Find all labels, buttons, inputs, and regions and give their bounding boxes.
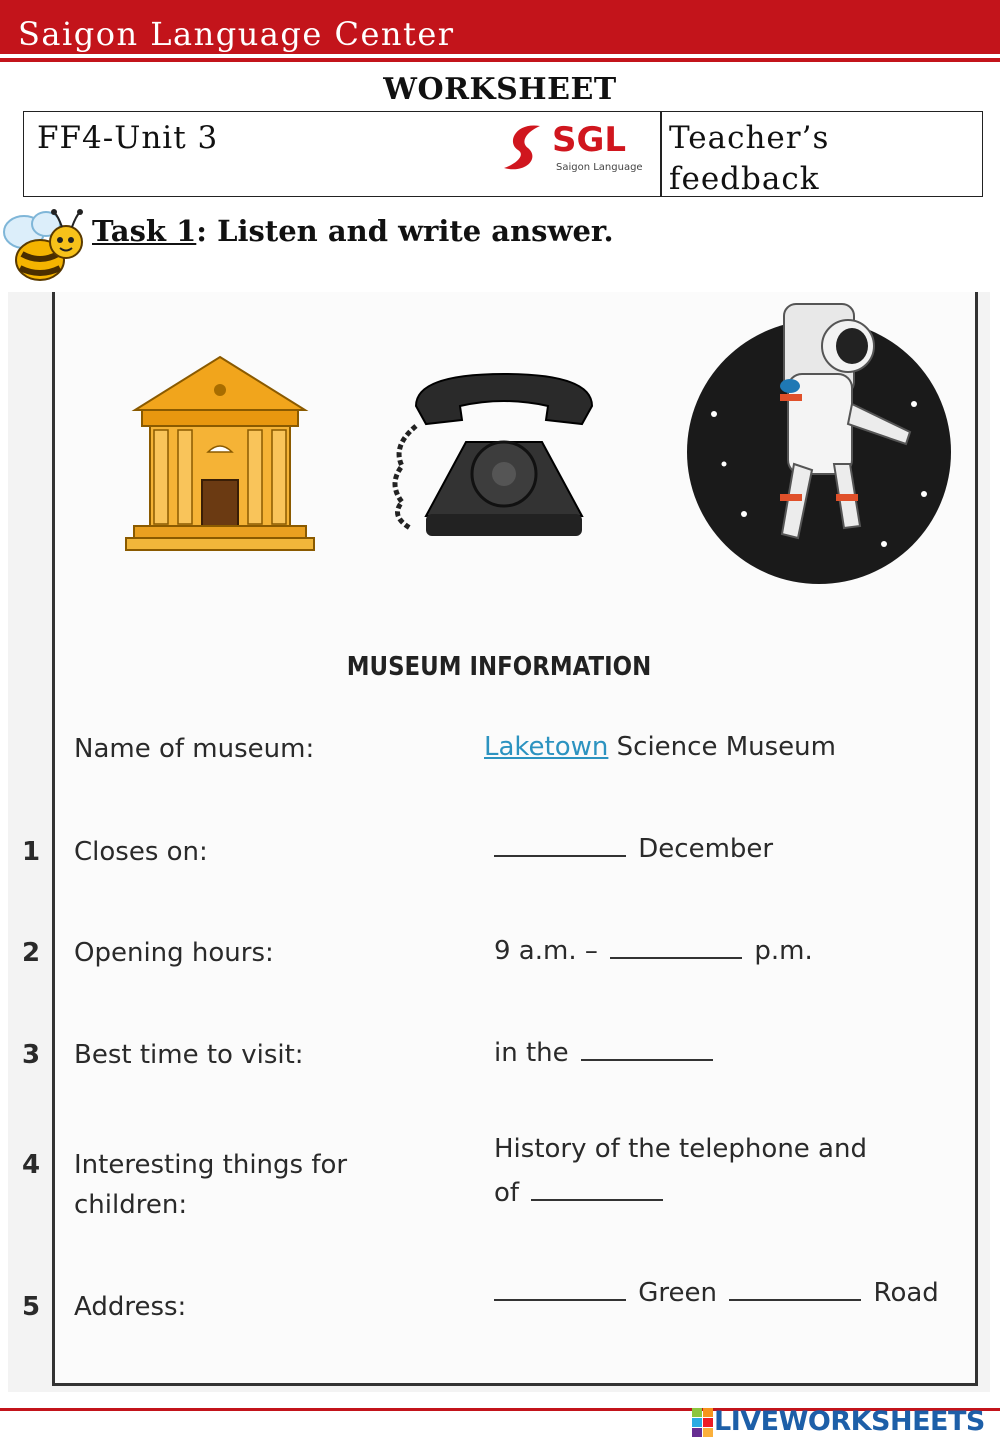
item-before: in the [494,1038,569,1068]
logo-text: SGL [552,120,627,160]
item-after: Road [873,1278,939,1308]
liveworksheets-logo[interactable] [692,1404,992,1440]
sgl-logo [494,116,654,186]
item-label: Best time to visit: [74,1040,304,1070]
item-value: History of the telephone and [494,1134,867,1164]
example-answer: Laketown [484,732,609,762]
liveworksheets-blocks-icon [692,1408,714,1438]
task-instruction: : Listen and write answer. [196,214,614,248]
form-title: MUSEUM INFORMATION [346,652,652,682]
item-label: Interesting things for [74,1150,348,1180]
bee-icon [0,202,90,286]
museum-building-icon [120,352,320,562]
item-answer-row [494,1178,667,1208]
answer-blank-5a[interactable] [494,1298,626,1301]
item-after: December [638,834,774,864]
item-number: 2 [22,938,41,968]
liveworksheets-text: LIVEWORKSHEETS [714,1406,985,1437]
item-answer-row [490,834,773,864]
answer-blank-4[interactable] [531,1198,663,1201]
answer-blank-3[interactable] [581,1058,713,1061]
org-name: Saigon Language Center [18,15,455,53]
item-label: children: [74,1190,188,1220]
sgl-swirl-icon [496,118,556,178]
unit-label: FF4-Unit 3 [37,120,219,156]
teacher-feedback-label: Teacher’s feedback [669,120,830,197]
worksheet-title: WORKSHEET [383,72,617,107]
item-label: Closes on: [74,837,208,867]
item-answer-row [494,1038,717,1068]
example-label: Name of museum: [74,734,315,764]
task-label: Task 1 [92,214,197,248]
item-after: p.m. [754,936,813,966]
item-number: 3 [22,1040,41,1070]
item-number: 1 [22,837,41,867]
answer-blank-2[interactable] [610,956,742,959]
top-banner [0,0,1000,54]
item-number: 5 [22,1292,41,1322]
example-value: Science Museum [616,732,836,762]
worksheet-panel [8,292,990,1392]
telephone-icon [386,366,622,546]
header-info-box [23,111,983,197]
astronaut-icon [684,294,954,604]
example-answer-row [484,732,836,762]
task-heading [92,214,614,248]
item-answer-row [494,936,813,966]
answer-blank-5b[interactable] [729,1298,861,1301]
answer-blank-1[interactable] [494,854,626,857]
banner-divider [0,58,1000,62]
item-answer-row [490,1278,939,1308]
item-middle: Green [638,1278,718,1308]
item-before: 9 a.m. – [494,936,598,966]
item-label: Opening hours: [74,938,274,968]
item-label: Address: [74,1292,187,1322]
item-before: of [494,1178,520,1208]
logo-subtext: Saigon Language [556,162,643,173]
item-number: 4 [22,1150,41,1180]
header-divider [660,112,662,196]
